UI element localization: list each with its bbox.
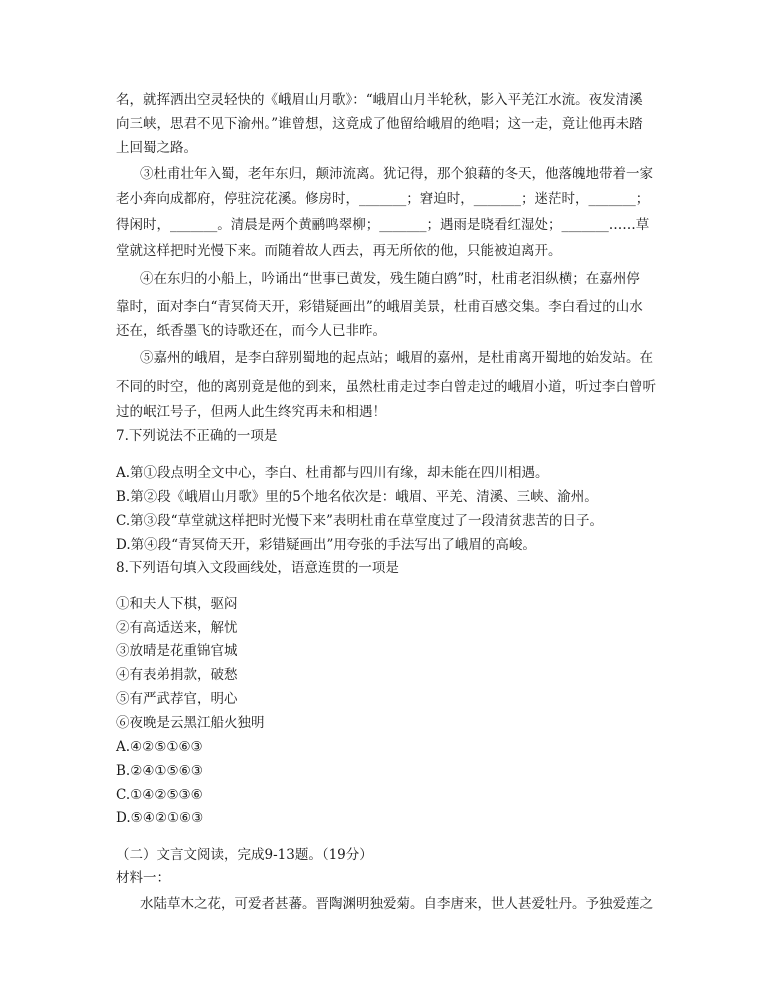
sentence-6: ⑥夜晚是云黑江船火独明 (116, 715, 265, 731)
paragraph-2-line-3: 上回蜀之路。 (116, 140, 197, 156)
question-8-option-c: C.①④②⑤③⑥ (116, 787, 203, 803)
question-8-option-a: A.④②⑤①⑥③ (116, 739, 203, 755)
paragraph-5-line-3: 过的岷江号子，但两人此生终究再未和相遇！ (116, 404, 386, 420)
sentence-1: ①和夫人下棋，驱闷 (116, 596, 238, 612)
sentence-5: ⑤有严武荐官，明心 (116, 691, 238, 707)
paragraph-3-line-1: ③杜甫壮年入蜀，老年东归，颠沛流离。犹记得，那个狼藉的冬天，他落魄地带着一家 (140, 166, 653, 182)
sentence-4: ④有表弟捐款，破愁 (116, 667, 238, 683)
section-heading: （二）文言文阅读，完成9-13题。（19分） (116, 847, 373, 863)
question-8-option-b: B.②④①⑤⑥③ (116, 763, 203, 779)
paragraph-2-line-2: 向三峡，思君不见下渝州。”谁曾想，这竟成了他留给峨眉的绝唱；这一走，竟让他再未踏 (116, 116, 643, 132)
material-text-line-1: 水陆草木之花，可爱者甚蕃。晋陶渊明独爱菊。自李唐来，世人甚爱牡丹。予独爱莲之 (140, 896, 653, 912)
question-8-option-d: D.⑤④②①⑥③ (116, 810, 204, 826)
question-7-option-b: B.第②段《峨眉山月歌》里的5个地名依次是：峨眉、平羌、清溪、三峡、渝州。 (116, 489, 598, 505)
question-7-option-a: A.第①段点明全文中心，李白、杜甫都与四川有缘，却未能在四川相遇。 (116, 465, 549, 481)
question-8-stem: 8.下列语句填入文段画线处，语意连贯的一项是 (116, 560, 399, 576)
paragraph-3-line-4: 堂就这样把时光慢下来。而随着故人西去，再无所依的他，只能被迫离开。 (116, 243, 562, 259)
paragraph-4-line-1: ④在东归的小船上，吟诵出“世事已黄发，残生随白鸥”时，杜甫老泪纵横；在嘉州停 (140, 271, 640, 287)
paragraph-4-line-3: 还在，纸香墨飞的诗歌还在，而今人已非昨。 (116, 323, 386, 339)
paragraph-3-line-2: 老小奔向成都府，停驻浣花溪。修房时，_______；窘迫时，_______；迷茫时，_______； (116, 191, 650, 207)
question-7-option-c: C.第③段“草堂就这样把时光慢下来”表明杜甫在草堂度过了一段清贫悲苦的日子。 (116, 513, 603, 529)
paragraph-4-line-2: 靠时，面对李白“青冥倚天开，彩错疑画出”的峨眉美景，杜甫百感交集。李白看过的山水 (116, 299, 643, 315)
paragraph-3-line-3: 得闲时，_______。清晨是两个黄鹂鸣翠柳；_______；遇雨是晓看红湿处；_______……草 (116, 217, 650, 233)
question-7-option-d: D.第④段“青冥倚天开，彩错疑画出”用夸张的手法写出了峨眉的高峻。 (116, 537, 536, 553)
sentence-2: ②有高适送来，解忧 (116, 620, 238, 636)
question-7-stem: 7.下列说法不正确的一项是 (116, 428, 278, 444)
sentence-3: ③放晴是花重锦官城 (116, 643, 238, 659)
material-label: 材料一： (116, 870, 170, 886)
paragraph-2-line-1: 名，就挥洒出空灵轻快的《峨眉山月歌》：“峨眉山月半轮秋，影入平羌江水流。夜发清溪 (116, 92, 643, 108)
paragraph-5-line-2: 不同的时空，他的离别竟是他的到来，虽然杜甫走过李白曾走过的峨眉小道，听过李白曾听 (116, 379, 656, 395)
paragraph-5-line-1: ⑤嘉州的峨眉，是李白辞别蜀地的起点站；峨眉的嘉州，是杜甫离开蜀地的始发站。在 (140, 350, 653, 366)
